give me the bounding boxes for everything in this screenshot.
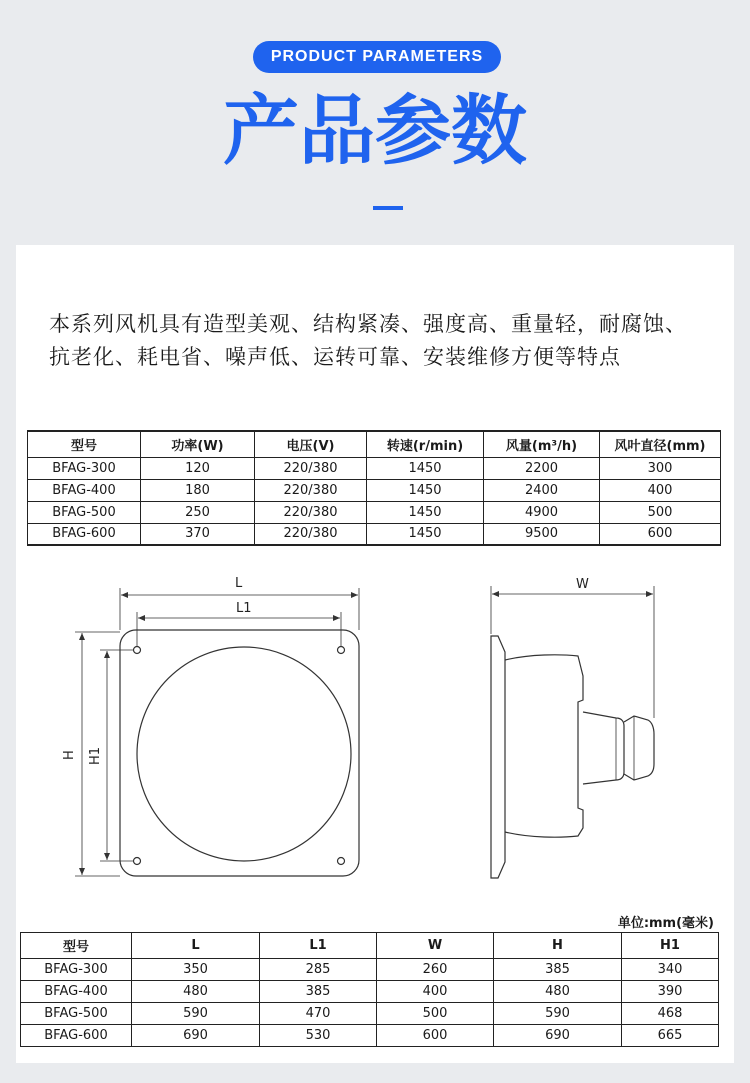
mount-hole <box>134 858 141 865</box>
side-view <box>491 586 654 878</box>
header-cell: L1 <box>260 933 377 959</box>
table-cell: BFAG-600 <box>21 1025 132 1047</box>
table-cell: 180 <box>141 479 255 501</box>
table-cell: 665 <box>622 1025 719 1047</box>
table-cell: 530 <box>260 1025 377 1047</box>
table-cell: 370 <box>141 523 255 545</box>
table-cell: BFAG-600 <box>28 523 141 545</box>
label-l: L <box>235 576 243 591</box>
label-h1: H1 <box>88 746 103 765</box>
dimension-table-header <box>21 933 719 959</box>
table-cell: 590 <box>132 1003 260 1025</box>
table-cell: 500 <box>377 1003 494 1025</box>
table-row <box>21 981 719 1003</box>
table-cell: 340 <box>622 959 719 981</box>
side-housing <box>505 655 583 837</box>
header-cell: 电压(V) <box>255 431 367 457</box>
table-cell: 400 <box>377 981 494 1003</box>
table-cell: 250 <box>141 501 255 523</box>
header-cell: 转速(r/min) <box>367 431 484 457</box>
table-cell: 120 <box>141 457 255 479</box>
table-cell: 385 <box>260 981 377 1003</box>
mount-hole <box>338 858 345 865</box>
motor-cap <box>624 716 654 780</box>
table-row <box>21 1025 719 1047</box>
product-parameters-badge: PRODUCT PARAMETERS <box>253 41 501 73</box>
dimension-table <box>20 932 719 1047</box>
table-cell: 390 <box>622 981 719 1003</box>
table-cell: 9500 <box>484 523 600 545</box>
label-w: W <box>576 577 589 592</box>
table-row <box>21 1003 719 1025</box>
table-cell: 300 <box>600 457 721 479</box>
header-cell: 型号 <box>28 431 141 457</box>
table-cell: 1450 <box>367 501 484 523</box>
mount-hole <box>338 647 345 654</box>
label-h: H <box>62 750 77 760</box>
fan-opening <box>137 647 351 861</box>
product-description: 本系列风机具有造型美观、结构紧凑、强度高、重量轻，耐腐蚀、抗老化、耗电省、噪声低、运转可靠、安装维修方便等特点 <box>49 312 687 369</box>
table-cell: 220/380 <box>255 501 367 523</box>
table-cell: 4900 <box>484 501 600 523</box>
table-cell: 2400 <box>484 479 600 501</box>
header-cell: W <box>377 933 494 959</box>
table-cell: 1450 <box>367 523 484 545</box>
label-l1: L1 <box>236 601 252 616</box>
table-cell: BFAG-300 <box>21 959 132 981</box>
header-cell: 型号 <box>21 933 132 959</box>
unit-label: 单位:mm(毫米) <box>617 916 714 931</box>
table-cell: 480 <box>494 981 622 1003</box>
table-cell: BFAG-500 <box>28 501 141 523</box>
table-cell: 500 <box>600 501 721 523</box>
table-cell: 220/380 <box>255 523 367 545</box>
page-title: 产品参数 <box>223 86 527 175</box>
table-row <box>21 959 719 981</box>
table-cell: 600 <box>377 1025 494 1047</box>
table-cell: 470 <box>260 1003 377 1025</box>
mount-hole <box>134 647 141 654</box>
table-cell: 285 <box>260 959 377 981</box>
table-cell: 260 <box>377 959 494 981</box>
table-cell: 400 <box>600 479 721 501</box>
table-cell: 220/380 <box>255 457 367 479</box>
header-cell: H <box>494 933 622 959</box>
table-cell: 468 <box>622 1003 719 1025</box>
table-cell: 1450 <box>367 457 484 479</box>
table-cell: BFAG-400 <box>21 981 132 1003</box>
table-cell: 590 <box>494 1003 622 1025</box>
side-flange <box>491 636 505 878</box>
header-cell: 风量(m³/h) <box>484 431 600 457</box>
table-cell: 385 <box>494 959 622 981</box>
header-cell: 风叶直径(mm) <box>600 431 721 457</box>
table-cell: BFAG-400 <box>28 479 141 501</box>
table-cell: 600 <box>600 523 721 545</box>
table-cell: 690 <box>494 1025 622 1047</box>
table-cell: BFAG-300 <box>28 457 141 479</box>
front-panel <box>120 630 359 876</box>
table-cell: 1450 <box>367 479 484 501</box>
motor-body <box>583 712 624 784</box>
table-cell: 220/380 <box>255 479 367 501</box>
table-cell: 2200 <box>484 457 600 479</box>
table-cell: BFAG-500 <box>21 1003 132 1025</box>
header-cell: L <box>132 933 260 959</box>
table-cell: 690 <box>132 1025 260 1047</box>
front-view <box>75 588 359 876</box>
table-cell: 480 <box>132 981 260 1003</box>
table-cell: 350 <box>132 959 260 981</box>
header-cell: 功率(W) <box>141 431 255 457</box>
header-cell: H1 <box>622 933 719 959</box>
